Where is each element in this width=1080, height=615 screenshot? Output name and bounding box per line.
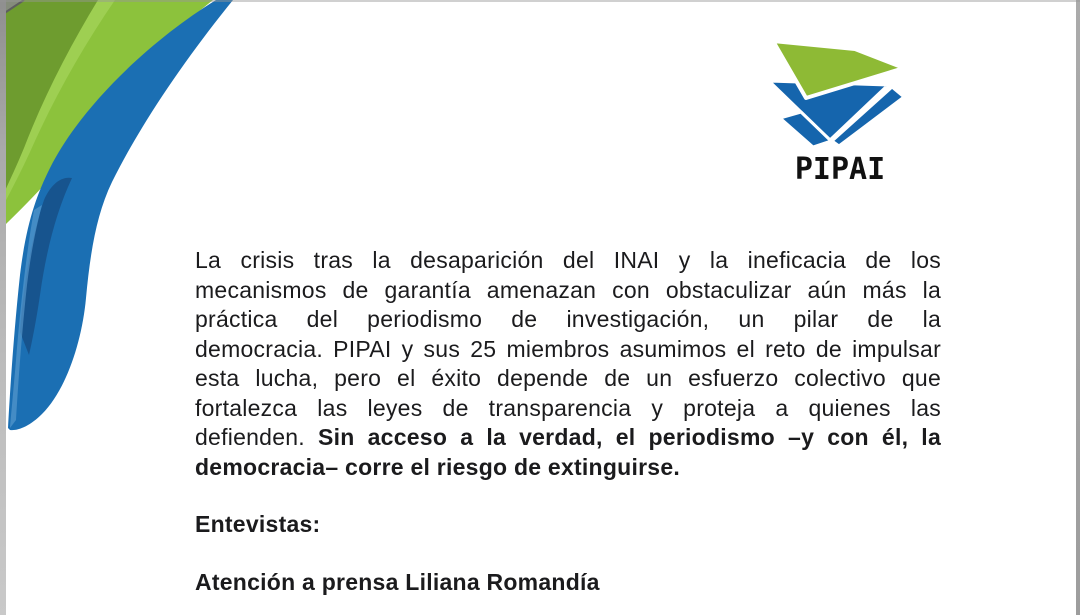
pipai-logo (755, 25, 925, 200)
page-edge-left-shadow (0, 0, 6, 615)
logo-wordmark: PIPAI (794, 152, 886, 187)
interviews-heading: Entevistas: (195, 511, 321, 537)
paragraph-line (195, 335, 941, 365)
paragraph-line (195, 423, 941, 453)
paragraph-line (195, 394, 941, 424)
paragraph-text: La crisis tras la desaparición del INAI y la ineficacia de los (195, 247, 941, 273)
paragraph-text: defienden. (195, 424, 319, 450)
paragraph-text: práctica del periodismo de investigación, un pilar de la (195, 306, 941, 332)
paragraph-bold-text: democracia– corre el riesgo de extinguirse. (195, 453, 681, 480)
paragraph-text: democracia. PIPAI y sus 25 miembros asumimos el reto de impulsar (195, 335, 941, 362)
paragraph-bold-text: Sin acceso a la verdad, el periodismo –y con él, la (318, 424, 941, 450)
body-paragraph (195, 246, 941, 482)
paragraph-line (195, 246, 941, 276)
pipai-logo-icon (755, 25, 925, 160)
paragraph-line (195, 276, 941, 306)
press-contact-line: Atención a prensa Liliana Romandía (195, 569, 600, 595)
page-edge-top-shadow (0, 0, 1080, 2)
page-edge-right-shadow (1076, 0, 1080, 615)
paragraph-text: fortalezca las leyes de transparencia y proteja a quienes las (195, 394, 941, 421)
paragraph-text: esta lucha, pero el éxito depende de un esfuerzo colectivo que (195, 365, 941, 391)
paragraph-line (195, 453, 941, 483)
paragraph-text: mecanismos de garantía amenazan con obstaculizar aún más la (195, 276, 941, 303)
paragraph-line (195, 364, 941, 394)
paragraph-line (195, 305, 941, 335)
